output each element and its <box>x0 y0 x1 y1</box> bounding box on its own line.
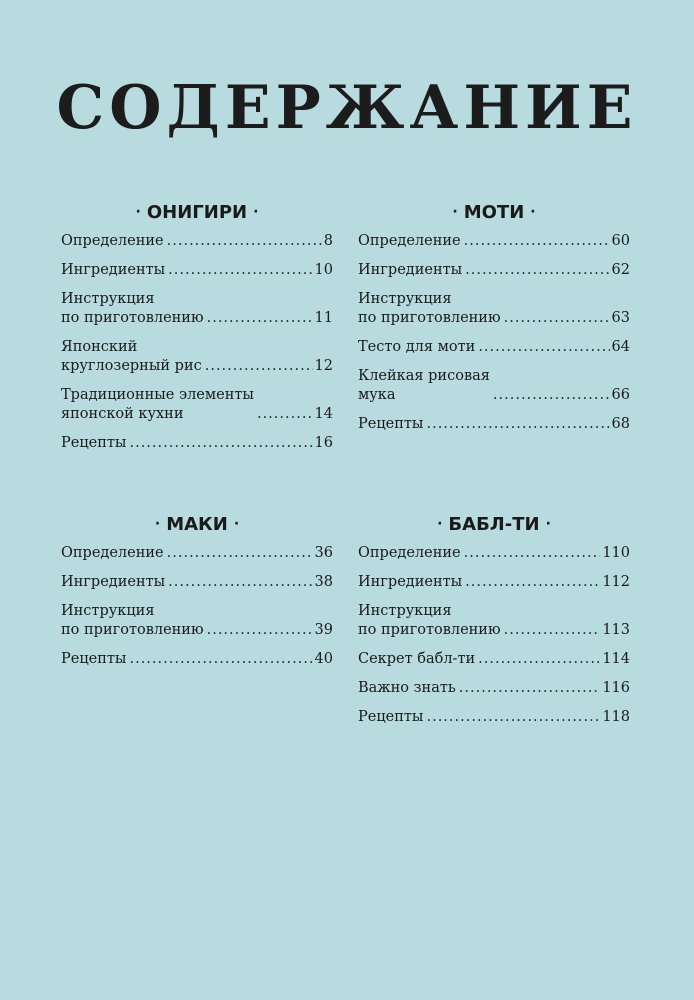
page-number: 14 <box>314 406 333 422</box>
page-number: 116 <box>602 680 630 696</box>
section-title: ОНИГИРИ <box>146 202 248 223</box>
bullet-icon: · <box>154 516 161 532</box>
toc-section-maki <box>61 512 333 679</box>
dot-leader <box>167 544 313 563</box>
entry-title: Тесто для моти <box>358 339 476 355</box>
page-number: 63 <box>611 310 630 326</box>
toc-section-moti <box>358 200 630 444</box>
dot-leader <box>464 232 610 251</box>
toc-entry[interactable] <box>61 544 333 563</box>
entry-title: Инструкция по приготовлению <box>61 603 204 638</box>
page-number: 62 <box>611 262 630 278</box>
section-heading <box>358 200 630 224</box>
toc-entry[interactable] <box>358 290 630 328</box>
page-number: 10 <box>314 262 333 278</box>
section-heading <box>61 200 333 224</box>
bullet-icon: · <box>135 204 141 220</box>
toc-entry[interactable] <box>358 261 630 280</box>
section-title: МАКИ <box>166 514 228 535</box>
toc-entry[interactable] <box>61 338 333 376</box>
bullet-icon: · <box>545 516 551 532</box>
entry-title: Японский круглозерный рис <box>61 339 202 374</box>
dot-leader <box>257 405 313 424</box>
toc-entry[interactable] <box>61 602 333 640</box>
entry-title: Ингредиенты <box>61 262 166 278</box>
dot-leader <box>205 357 313 376</box>
dot-leader <box>426 708 600 727</box>
toc-entry[interactable] <box>61 232 333 251</box>
section-title: МОТИ <box>463 202 525 223</box>
toc-entry[interactable] <box>358 415 630 434</box>
toc-entry[interactable] <box>61 434 333 453</box>
toc-entry[interactable] <box>358 573 630 592</box>
entry-title: Рецепты <box>61 651 127 667</box>
page-number: 40 <box>314 651 333 667</box>
entry-title: Определение <box>61 233 164 249</box>
toc-entry[interactable] <box>358 544 630 563</box>
toc-entry[interactable] <box>358 650 630 669</box>
toc-entry[interactable] <box>358 338 630 357</box>
dot-leader <box>168 261 312 280</box>
dot-leader <box>465 261 609 280</box>
page-number: 8 <box>323 233 333 249</box>
page-number: 11 <box>314 310 333 326</box>
dot-leader <box>464 544 601 563</box>
page-number: 36 <box>314 545 333 561</box>
entry-title: Рецепты <box>358 416 424 432</box>
dot-leader <box>504 309 610 328</box>
toc-entry[interactable] <box>358 602 630 640</box>
page-number: 64 <box>611 339 630 355</box>
page-number: 66 <box>611 387 630 403</box>
entry-title: Традиционные элементы японской кухни <box>61 387 254 422</box>
page-number: 68 <box>611 416 630 432</box>
dot-leader <box>478 650 600 669</box>
bullet-icon: · <box>452 204 458 220</box>
dot-leader <box>478 338 609 357</box>
page-title: СОДЕРЖАНИЕ <box>56 73 638 143</box>
entry-title: Ингредиенты <box>61 574 166 590</box>
entry-title: Определение <box>358 545 461 561</box>
page-number: 12 <box>314 358 333 374</box>
page-number: 60 <box>611 233 630 249</box>
dot-leader <box>207 621 313 640</box>
section-title: БАБЛ-ТИ <box>448 514 540 535</box>
page-number: 16 <box>314 435 333 451</box>
page-number: 118 <box>602 709 630 725</box>
entry-title: Ингредиенты <box>358 262 463 278</box>
toc-entry[interactable] <box>358 232 630 251</box>
entry-title: Секрет бабл-ти <box>358 651 476 667</box>
dot-leader <box>493 386 610 405</box>
page-number: 112 <box>602 574 630 590</box>
entry-title: Важно знать <box>358 680 456 696</box>
entry-title: Инструкция по приготовлению <box>358 603 501 638</box>
bullet-icon: · <box>437 516 443 532</box>
dot-leader <box>168 573 312 592</box>
entry-title: Рецепты <box>61 435 127 451</box>
toc-entry[interactable] <box>358 367 630 405</box>
toc-entry[interactable] <box>358 708 630 727</box>
entry-title: Инструкция по приготовлению <box>358 291 501 326</box>
toc-entry[interactable] <box>61 290 333 328</box>
entry-title: Определение <box>61 545 164 561</box>
page-number: 110 <box>602 545 630 561</box>
dot-leader <box>167 232 322 251</box>
bullet-icon: · <box>233 516 240 532</box>
toc-section-onigiri <box>61 200 333 463</box>
toc-entry[interactable] <box>61 573 333 592</box>
entry-title: Рецепты <box>358 709 424 725</box>
bullet-icon: · <box>253 204 259 220</box>
page-number: 39 <box>314 622 333 638</box>
section-heading <box>358 512 630 536</box>
entry-title: Ингредиенты <box>358 574 463 590</box>
page-number: 113 <box>602 622 630 638</box>
toc-entry[interactable] <box>61 386 333 424</box>
dot-leader <box>129 434 312 453</box>
page-number: 114 <box>602 651 630 667</box>
toc-entry[interactable] <box>61 261 333 280</box>
entry-title: Клейкая рисовая мука <box>358 368 490 403</box>
dot-leader <box>426 415 609 434</box>
toc-entry[interactable] <box>61 650 333 669</box>
dot-leader <box>129 650 312 669</box>
dot-leader <box>504 621 601 640</box>
entry-title: Инструкция по приготовлению <box>61 291 204 326</box>
page-number: 38 <box>314 574 333 590</box>
section-heading <box>61 512 333 536</box>
entry-title: Определение <box>358 233 461 249</box>
bullet-icon: · <box>530 204 536 220</box>
dot-leader <box>465 573 600 592</box>
toc-entry[interactable] <box>358 679 630 698</box>
dot-leader <box>459 679 601 698</box>
dot-leader <box>207 309 313 328</box>
toc-section-bubble-tea <box>358 512 630 737</box>
